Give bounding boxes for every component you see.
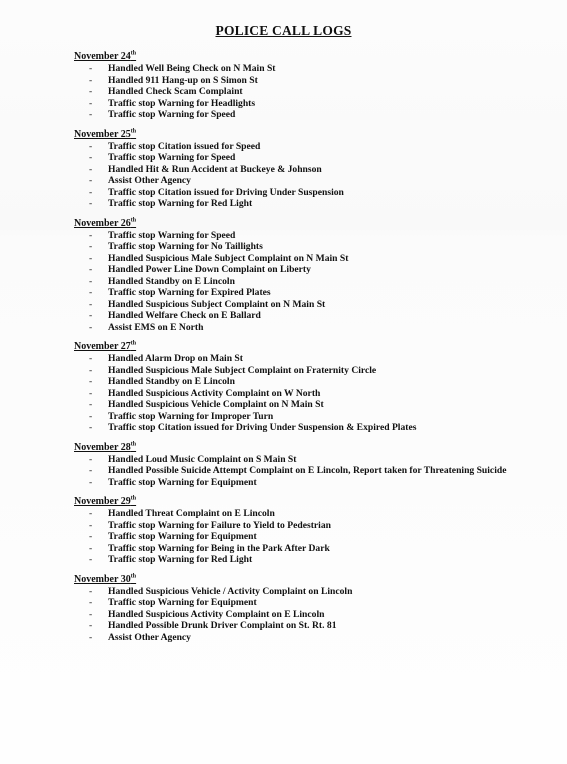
- bullet-dash: -: [89, 542, 93, 554]
- log-entry: [74, 98, 544, 110]
- log-entry-text: Handled Suspicious Subject Complaint on N Main St: [108, 298, 326, 310]
- date-heading: [74, 129, 544, 141]
- day-section: [74, 442, 544, 489]
- entry-list: [74, 586, 544, 644]
- log-entry-text: Handled Possible Drunk Driver Complaint on St. Rt. 81: [108, 620, 337, 631]
- log-entry: [74, 508, 544, 520]
- date-text: November 28: [74, 441, 131, 453]
- log-entry-text: Handled Suspicious Vehicle / Activity Complaint on Lincoln: [108, 585, 353, 597]
- log-entry: [74, 520, 544, 532]
- log-entry-text: Traffic stop Warning for No Taillights: [108, 241, 263, 252]
- entry-list: [74, 454, 544, 489]
- log-entry-text: Handled Standby on E Lincoln: [108, 275, 235, 287]
- log-entry: [74, 365, 544, 377]
- log-entry: [74, 322, 544, 334]
- bullet-dash: -: [89, 387, 93, 399]
- page-title: POLICE CALL LOGS: [215, 23, 352, 38]
- date-ordinal-suffix: th: [130, 495, 137, 502]
- log-entry-text: Handled Hit & Run Accident at Buckeye & Johnson: [108, 163, 322, 175]
- log-entry: [74, 632, 544, 644]
- bullet-dash: -: [89, 186, 93, 198]
- log-entry: [74, 353, 544, 365]
- entry-list: [74, 353, 544, 434]
- bullet-dash: -: [89, 508, 93, 519]
- entry-list: [74, 230, 544, 334]
- log-entry-text: Traffic stop Warning for Expired Plates: [108, 287, 271, 298]
- log-entry-text: Handled Possible Suicide Attempt Complaint on E Lincoln, Report taken for Threatening Suicide: [108, 465, 507, 476]
- log-entry-text: Traffic stop Citation issued for Driving Under Suspension & Expired Plates: [108, 422, 417, 433]
- log-entry-text: Handled Well Being Check on N Main St: [108, 63, 276, 74]
- log-entry: [74, 310, 544, 322]
- date-heading: [74, 574, 544, 586]
- bullet-dash: -: [89, 519, 93, 531]
- bullet-dash: -: [89, 353, 93, 364]
- bullet-dash: -: [89, 422, 93, 433]
- bullet-dash: -: [89, 310, 93, 321]
- date-text: November 24: [74, 51, 131, 62]
- log-entry: [74, 454, 544, 466]
- day-section: [74, 341, 544, 434]
- log-entry-text: Handled Loud Music Complaint on S Main St: [108, 453, 297, 465]
- bullet-dash: -: [89, 275, 93, 287]
- log-entry-text: Traffic stop Warning for Equipment: [108, 476, 257, 488]
- bullet-dash: -: [89, 140, 93, 152]
- bullet-dash: -: [89, 97, 93, 109]
- bullet-dash: -: [89, 321, 93, 333]
- date-text: November 27: [74, 341, 131, 352]
- log-entry: [74, 141, 544, 153]
- bullet-dash: -: [89, 229, 93, 241]
- log-entry-text: Traffic stop Warning for Red Light: [108, 198, 253, 209]
- log-entry: [74, 411, 544, 423]
- bullet-dash: -: [89, 410, 93, 422]
- bullet-dash: -: [89, 554, 93, 565]
- date-heading: [74, 442, 544, 454]
- date-text: November 30: [74, 573, 131, 585]
- bullet-dash: -: [89, 241, 93, 252]
- date-text: November 29: [74, 496, 131, 507]
- log-entry: [74, 241, 544, 253]
- day-section: [74, 51, 544, 121]
- log-entry-text: Traffic stop Citation issued for Driving Under Suspension: [108, 186, 344, 198]
- date-heading: [74, 51, 544, 63]
- day-section: [74, 218, 544, 334]
- day-section: [74, 574, 544, 644]
- bullet-dash: -: [89, 597, 93, 608]
- log-entry: [74, 187, 544, 199]
- log-entry: [74, 477, 544, 489]
- log-entry-text: Handled 911 Hang-up on S Simon St: [108, 74, 258, 86]
- bullet-dash: -: [89, 287, 93, 298]
- bullet-dash: -: [89, 86, 93, 97]
- log-entry-text: Traffic stop Warning for Speed: [108, 109, 236, 120]
- log-entry: [74, 253, 544, 265]
- bullet-dash: -: [89, 585, 93, 597]
- log-entry: [74, 531, 544, 543]
- log-entry-text: Handled Suspicious Male Subject Complaint on Fraternity Circle: [108, 364, 377, 376]
- date-ordinal-suffix: th: [130, 340, 137, 347]
- day-section: [74, 496, 544, 566]
- log-entry-text: Handled Power Line Down Complaint on Liberty: [108, 264, 311, 275]
- date-ordinal-suffix: th: [130, 573, 137, 580]
- log-entry-text: Traffic stop Warning for Improper Turn: [108, 410, 274, 422]
- bullet-dash: -: [89, 264, 93, 275]
- date-ordinal-suffix: th: [130, 441, 137, 448]
- log-entry-text: Traffic stop Warning for Red Light: [108, 554, 253, 565]
- log-entry: [74, 198, 544, 210]
- log-entry-text: Handled Threat Complaint on E Lincoln: [108, 508, 275, 519]
- bullet-dash: -: [89, 198, 93, 209]
- log-entry: [74, 175, 544, 187]
- log-entry: [74, 543, 544, 555]
- entry-list: [74, 141, 544, 210]
- log-entry-text: Handled Suspicious Male Subject Complaint on N Main St: [108, 252, 349, 264]
- log-entry: [74, 399, 544, 411]
- date-heading: [74, 341, 544, 353]
- entry-list: [74, 63, 544, 121]
- bullet-dash: -: [89, 63, 93, 74]
- log-entry: [74, 264, 544, 276]
- log-entry-text: Handled Welfare Check on E Ballard: [108, 310, 261, 321]
- log-entry: [74, 620, 544, 632]
- date-ordinal-suffix: th: [130, 128, 137, 135]
- bullet-dash: -: [89, 608, 93, 620]
- log-entry: [74, 554, 544, 566]
- bullet-dash: -: [89, 620, 93, 631]
- bullet-dash: -: [89, 453, 93, 465]
- log-entry: [74, 230, 544, 242]
- log-entry: [74, 75, 544, 87]
- log-entry-text: Handled Suspicious Activity Complaint on E Lincoln: [108, 608, 325, 620]
- call-log-list: [74, 51, 544, 651]
- bullet-dash: -: [89, 152, 93, 163]
- log-entry-text: Traffic stop Warning for Headlights: [108, 97, 256, 109]
- bullet-dash: -: [89, 252, 93, 264]
- log-entry-text: Handled Check Scam Complaint: [108, 86, 243, 97]
- bullet-dash: -: [89, 399, 93, 410]
- log-entry-text: Assist Other Agency: [108, 175, 191, 186]
- log-entry-text: Traffic stop Citation issued for Speed: [108, 140, 261, 152]
- date-text: November 26: [74, 217, 131, 229]
- bullet-dash: -: [89, 298, 93, 310]
- log-entry-text: Assist Other Agency: [108, 631, 191, 643]
- log-entry-text: Handled Standby on E Lincoln: [108, 376, 235, 387]
- log-entry: [74, 465, 544, 477]
- date-heading: [74, 496, 544, 508]
- log-entry-text: Assist EMS on E North: [108, 321, 204, 333]
- log-entry-text: Handled Suspicious Vehicle Complaint on N Main St: [108, 399, 324, 410]
- log-entry: [74, 597, 544, 609]
- log-entry-text: Traffic stop Warning for Speed: [108, 229, 236, 241]
- log-entry-text: Traffic stop Warning for Equipment: [108, 531, 257, 542]
- day-section: [74, 129, 544, 210]
- entry-list: [74, 508, 544, 566]
- bullet-dash: -: [89, 531, 93, 542]
- bullet-dash: -: [89, 163, 93, 175]
- log-entry: [74, 152, 544, 164]
- log-entry: [74, 388, 544, 400]
- log-entry: [74, 276, 544, 288]
- bullet-dash: -: [89, 109, 93, 120]
- date-text: November 25: [74, 128, 131, 140]
- bullet-dash: -: [89, 631, 93, 643]
- log-entry: [74, 63, 544, 75]
- log-entry-text: Handled Alarm Drop on Main St: [108, 353, 243, 364]
- log-entry: [74, 164, 544, 176]
- bullet-dash: -: [89, 376, 93, 387]
- bullet-dash: -: [89, 175, 93, 186]
- log-entry: [74, 109, 544, 121]
- date-ordinal-suffix: th: [130, 50, 137, 57]
- log-entry: [74, 299, 544, 311]
- log-entry-text: Traffic stop Warning for Being in the Park After Dark: [108, 542, 330, 554]
- date-heading: [74, 218, 544, 230]
- bullet-dash: -: [89, 364, 93, 376]
- bullet-dash: -: [89, 465, 93, 476]
- log-entry: [74, 86, 544, 98]
- log-entry: [74, 422, 544, 434]
- bullet-dash: -: [89, 74, 93, 86]
- log-entry-text: Traffic stop Warning for Equipment: [108, 597, 257, 608]
- log-entry: [74, 609, 544, 621]
- log-entry: [74, 287, 544, 299]
- log-entry-text: Handled Suspicious Activity Complaint on W North: [108, 387, 321, 399]
- bullet-dash: -: [89, 476, 93, 488]
- log-entry-text: Traffic stop Warning for Speed: [108, 152, 236, 163]
- log-entry: [74, 586, 544, 598]
- date-ordinal-suffix: th: [130, 217, 137, 224]
- log-entry-text: Traffic stop Warning for Failure to Yield to Pedestrian: [108, 519, 331, 531]
- log-entry: [74, 376, 544, 388]
